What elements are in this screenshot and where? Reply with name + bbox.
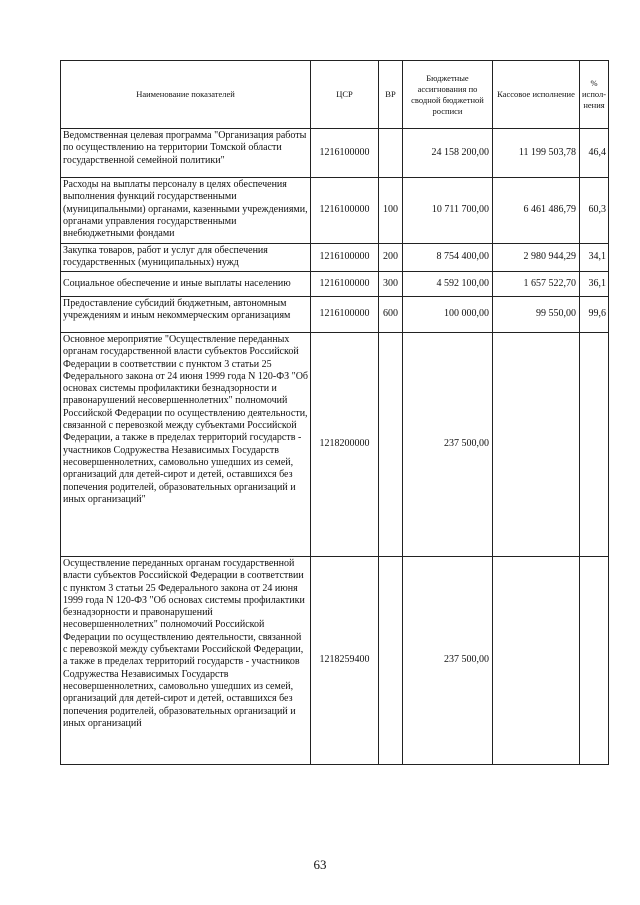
row-vr [379,333,403,557]
row-budget: 237 500,00 [403,557,493,765]
row-cash: 11 199 503,78 [493,129,580,178]
table-row [61,272,609,297]
row-cash: 1 657 522,70 [493,272,580,297]
row-csr: 1218259400 [311,557,379,765]
header-budget: Бюджетные ассигнования по сводной бюджетной росписи [403,61,493,129]
row-budget: 10 711 700,00 [403,178,493,244]
row-cash: 6 461 486,79 [493,178,580,244]
row-cash [493,333,580,557]
table-row [61,557,609,765]
row-pct: 36,1 [580,272,609,297]
row-vr [379,557,403,765]
row-pct: 34,1 [580,244,609,272]
row-name: Закупка товаров, работ и услуг для обеспечения государственных (муниципальных) нужд [61,244,311,272]
row-pct [580,557,609,765]
row-name: Осуществление переданных органам государственной власти субъектов Российской Федерации в соответствии с пунктом 3 статьи 25 Федерального закона от 24 июня 1999 года N 120-ФЗ "Об основах системы профилактики безнадзорности и правонарушений несовершеннолетних" полномочий Российской Федерации по осуществлению деятельности, связанной с перевозкой между субъектами Российской Федерации, а также в пределах территорий государств - участников Содружества Независимых Государств несовершеннолетних, самовольно ушедших из семей, организаций для детей-сирот и детей, оставшихся без попечения родителей, образовательных организаций и иных организаций [61,557,311,765]
page-number: 63 [313,857,327,872]
row-cash [493,557,580,765]
row-csr: 1216100000 [311,178,379,244]
row-csr: 1216100000 [311,244,379,272]
row-vr: 600 [379,297,403,333]
table-row [61,333,609,557]
row-name: Ведомственная целевая программа "Организация работы по осуществлению на территории Томской области государственной семейной политики" [61,129,311,178]
row-name: Предоставление субсидий бюджетным, автономным учреждениям и иным некоммерческим организациям [61,297,311,333]
row-csr: 1216100000 [311,272,379,297]
row-csr: 1216100000 [311,129,379,178]
header-csr: ЦСР [311,61,379,129]
table-row [61,178,609,244]
row-budget: 100 000,00 [403,297,493,333]
row-cash: 99 550,00 [493,297,580,333]
row-vr: 100 [379,178,403,244]
row-pct: 60,3 [580,178,609,244]
row-name: Социальное обеспечение и иные выплаты населению [61,272,311,297]
row-vr: 300 [379,272,403,297]
row-budget: 24 158 200,00 [403,129,493,178]
row-csr: 1218200000 [311,333,379,557]
row-vr: 200 [379,244,403,272]
header-name: Наименование показателей [61,61,311,129]
row-pct: 46,4 [580,129,609,178]
row-pct: 99,6 [580,297,609,333]
budget-execution-table [60,60,609,765]
table-row [61,297,609,333]
row-vr [379,129,403,178]
row-budget: 4 592 100,00 [403,272,493,297]
row-budget: 237 500,00 [403,333,493,557]
header-pct: % испол-нения [580,61,609,129]
row-cash: 2 980 944,29 [493,244,580,272]
header-vr: ВР [379,61,403,129]
table-row [61,244,609,272]
row-budget: 8 754 400,00 [403,244,493,272]
row-name: Расходы на выплаты персоналу в целях обеспечения выполнения функций государственными (муниципальными) органами, казенными учреждениями, органами управления государственными внебюджетными фондами [61,178,311,244]
table-header-row [61,61,609,129]
row-name: Основное мероприятие "Осуществление переданных органам государственной власти субъектов Российской Федерации в соответствии с пунктом 3 статьи 25 Федерального закона от 24 июня 1999 года N 120-ФЗ "Об основах системы профилактики безнадзорности и правонарушений несовершеннолетних" полномочий Российской Федерации по осуществлению деятельности, связанной с перевозкой между субъектами Российской Федерации, а также в пределах территорий государств - участников Содружества Независимых Государств несовершеннолетних, самовольно ушедших из семей, организаций для детей-сирот и детей, оставшихся без попечения родителей, образовательных организаций и иных организаций" [61,333,311,557]
table-row [61,129,609,178]
header-cash: Кассовое исполнение [493,61,580,129]
row-pct [580,333,609,557]
row-csr: 1216100000 [311,297,379,333]
